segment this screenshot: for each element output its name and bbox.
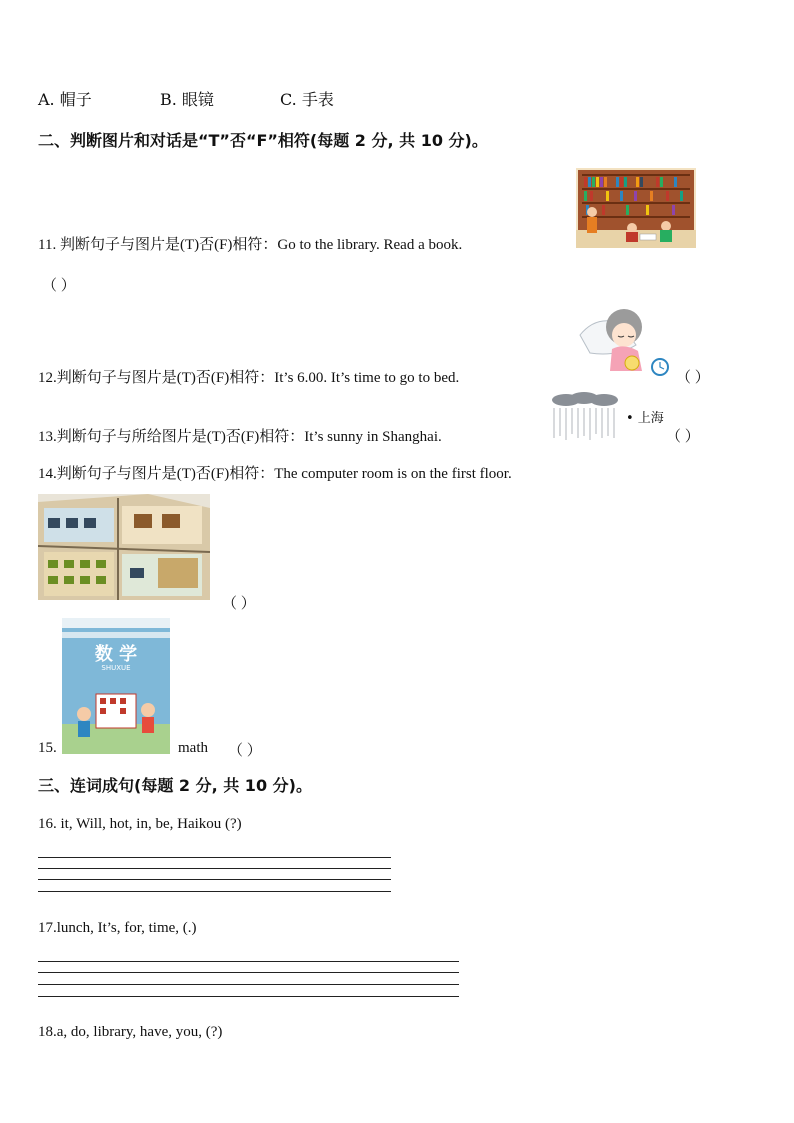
math-book-cover — [62, 618, 170, 754]
option-a: A. 帽子 — [38, 90, 92, 109]
question-14: 14.判断句子与图片是(T)否(F)相符：The computer room is on the first floor. — [38, 466, 512, 482]
writing-line-16-3[interactable] — [38, 879, 391, 880]
question-18: 18.a, do, library, have, you, (?) — [38, 1024, 223, 1040]
shanghai-label: • 上海 — [626, 411, 664, 426]
writing-line-17-2[interactable] — [38, 972, 459, 973]
writing-line-17-3[interactable] — [38, 984, 459, 985]
writing-line-16-4[interactable] — [38, 891, 391, 892]
writing-line-16-2[interactable] — [38, 868, 391, 869]
cover-title: 数 学 — [94, 644, 138, 665]
school-building-picture — [38, 494, 210, 600]
cover-subtitle: SHUXUE — [101, 664, 131, 672]
question-15-number: 15. — [38, 740, 57, 756]
option-c: C. 手表 — [280, 90, 334, 109]
writing-line-16-1[interactable] — [38, 857, 391, 858]
answer-paren-11[interactable]: （ ） — [42, 278, 76, 294]
answer-paren-12[interactable]: （ ） — [676, 370, 710, 386]
writing-line-17-4[interactable] — [38, 996, 459, 997]
sleeping-girl-picture — [576, 305, 672, 381]
question-12: 12.判断句子与图片是(T)否(F)相符：It’s 6.00. It’s time to go to bed. — [38, 370, 460, 386]
rain-picture — [548, 392, 620, 442]
question-11: 11. 判断句子与图片是(T)否(F)相符：Go to the library. Read a book. — [38, 237, 463, 253]
option-b: B. 眼镜 — [160, 90, 214, 109]
section-3-heading: 三、连词成句(每题 2 分, 共 10 分)。 — [38, 776, 312, 795]
section-2-heading: 二、判断图片和对话是“T”否“F”相符(每题 2 分, 共 10 分)。 — [38, 131, 488, 150]
answer-paren-15[interactable]: （ ） — [228, 743, 262, 759]
question-16: 16. it, Will, hot, in, be, Haikou (?) — [38, 816, 242, 832]
library-picture — [576, 168, 696, 248]
answer-paren-14[interactable]: （ ） — [222, 596, 256, 612]
answer-paren-13[interactable]: （ ） — [666, 429, 700, 445]
writing-line-17-1[interactable] — [38, 961, 459, 962]
question-13: 13.判断句子与所给图片是(T)否(F)相符：It’s sunny in Shanghai. — [38, 429, 442, 445]
question-17: 17.lunch, It’s, for, time, (.) — [38, 920, 197, 936]
question-15-word: math — [178, 740, 208, 756]
